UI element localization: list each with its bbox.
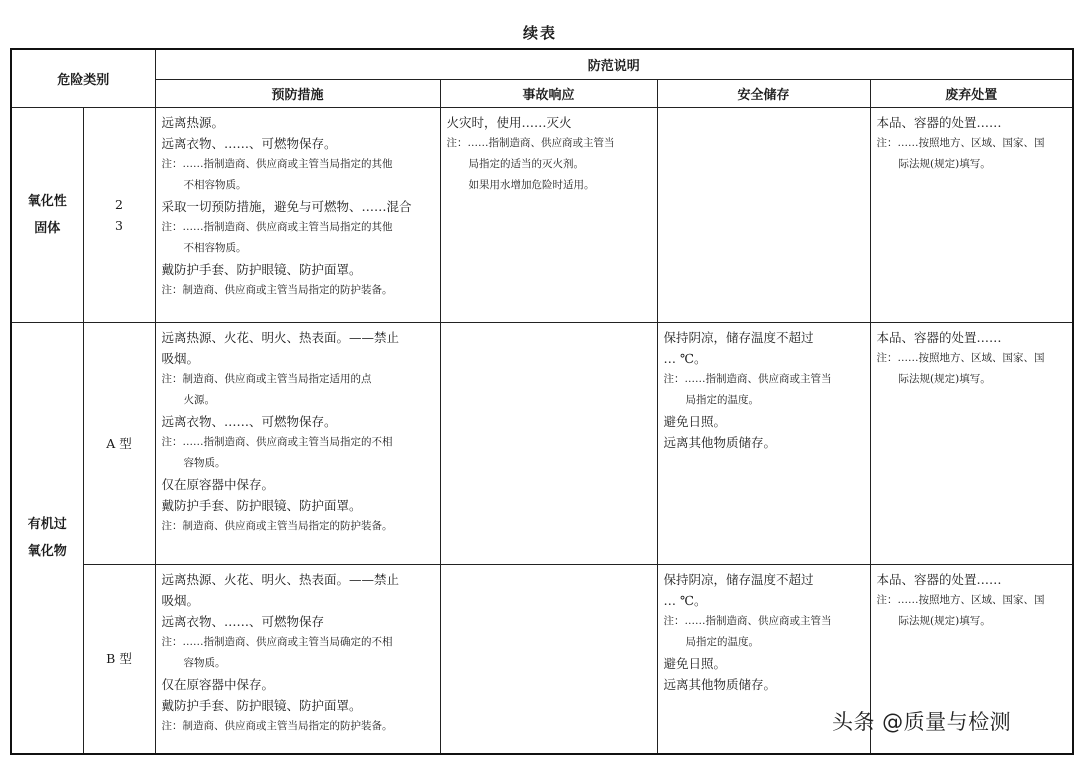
prevention-text: 远离热源、火花、明火、热表面。——禁止 (161, 329, 400, 345)
subcategory-type-b (83, 564, 155, 754)
prevention-text: 远离衣物、……、可燃物保存。 (161, 135, 337, 151)
category-text: 氧化物 (27, 543, 67, 559)
category-text: 有机过 (27, 516, 67, 532)
storage-text: 避免日照。 (663, 655, 727, 671)
storage-note: 注：……指制造商、供应商或主管当 (663, 614, 832, 627)
header-response: 事故响应 (440, 79, 657, 107)
prevention-text: 戴防护手套、防护眼镜、防护面罩。 (161, 497, 362, 513)
disposal-note: 注：……按照地方、区域、国家、国 (876, 593, 1045, 606)
storage-text: 保持阴凉，储存温度不超过 (663, 329, 814, 345)
prevention-note: 注：制造商、供应商或主管当局指定适用的点 (161, 372, 372, 385)
storage-note: 局指定的温度。 (685, 393, 760, 406)
prevention-note: 注：制造商、供应商或主管当局指定的防护装备。 (161, 719, 393, 732)
prevention-text: 戴防护手套、防护眼镜、防护面罩。 (161, 697, 362, 713)
type-a-storage-cell (657, 322, 870, 564)
prevention-text: 远离衣物、……、可燃物保存 (161, 613, 325, 629)
disposal-note: 注：……按照地方、区域、国家、国 (876, 351, 1045, 364)
type-b-response-cell (440, 564, 657, 754)
prevention-text: 远离热源。 (161, 114, 225, 130)
source-watermark: 头条 @质量与检测 (832, 710, 1012, 734)
response-note: 局指定的适当的灭火剂。 (468, 157, 585, 170)
disposal-note: 际法规(规定)填写。 (898, 372, 991, 385)
storage-note: 注：……指制造商、供应商或主管当 (663, 372, 832, 385)
prevention-note: 火源。 (183, 393, 216, 406)
table-row (11, 107, 1073, 322)
response-text: 火灾时，使用……灭火 (446, 114, 572, 130)
prevention-text: 吸烟。 (161, 592, 200, 608)
subcategory-2-3 (83, 107, 155, 322)
subcategory-text: 2 (115, 196, 123, 212)
type-a-response-cell (440, 322, 657, 564)
disposal-text: 本品、容器的处置…… (876, 571, 1002, 587)
subcategory-text: 3 (115, 217, 123, 233)
header-precaution-statement: 防范说明 (155, 49, 1073, 79)
prevention-note: 不相容物质。 (183, 241, 247, 254)
category-organic-peroxide (11, 322, 83, 754)
storage-note: 局指定的温度。 (685, 635, 760, 648)
prevention-text: 吸烟。 (161, 350, 200, 366)
type-b-prevention-cell (155, 564, 440, 754)
type-a-disposal-cell (870, 322, 1073, 564)
subcategory-text: A 型 (106, 435, 132, 451)
response-note: 如果用水增加危险时适用。 (468, 178, 595, 191)
table-caption: 续表 (522, 24, 557, 42)
subcategory-text: B 型 (106, 651, 132, 667)
prevention-text: 戴防护手套、防护眼镜、防护面罩。 (161, 261, 362, 277)
prevention-text: 仅在原容器中保存。 (161, 476, 275, 492)
storage-text: 保持阴凉，储存温度不超过 (663, 571, 814, 587)
prevention-note: 容物质。 (183, 456, 226, 469)
prevention-text: 采取一切预防措施，避免与可燃物、……混合 (161, 198, 412, 214)
disposal-note: 注：……按照地方、区域、国家、国 (876, 136, 1045, 149)
header-prevention: 预防措施 (155, 79, 440, 107)
prevention-text: 远离热源、火花、明火、热表面。——禁止 (161, 571, 400, 587)
prevention-note: 不相容物质。 (183, 178, 247, 191)
storage-text: … ℃。 (663, 592, 707, 608)
prevention-note: 注：……指制造商、供应商或主管当局指定的不相 (161, 435, 393, 448)
prevention-text: 远离衣物、……、可燃物保存。 (161, 413, 337, 429)
header-disposal: 废弃处置 (870, 79, 1073, 107)
oxidizing-response-cell (440, 107, 657, 322)
header-storage: 安全储存 (657, 79, 870, 107)
disposal-note: 际法规(规定)填写。 (898, 157, 991, 170)
header-hazard-category: 危险类别 (11, 49, 155, 107)
category-oxidizing-solid (11, 107, 83, 322)
oxidizing-storage-cell (657, 107, 870, 322)
oxidizing-prevention-cell (155, 107, 440, 322)
storage-text: 避免日照。 (663, 413, 727, 429)
subcategory-type-a (83, 322, 155, 564)
prevention-note: 容物质。 (183, 656, 226, 669)
category-text: 氧化性 (27, 193, 67, 209)
type-a-prevention-cell (155, 322, 440, 564)
disposal-note: 际法规(规定)填写。 (898, 614, 991, 627)
disposal-text: 本品、容器的处置…… (876, 114, 1002, 130)
prevention-note: 注：……指制造商、供应商或主管当局指定的其他 (161, 157, 393, 170)
storage-text: … ℃。 (663, 350, 707, 366)
response-note: 注：……指制造商、供应商或主管当 (446, 136, 615, 149)
storage-text: 远离其他物质储存。 (663, 434, 777, 450)
prevention-text: 仅在原容器中保存。 (161, 676, 275, 692)
prevention-note: 注：制造商、供应商或主管当局指定的防护装备。 (161, 519, 393, 532)
storage-text: 远离其他物质储存。 (663, 676, 777, 692)
category-text: 固体 (34, 220, 61, 236)
disposal-text: 本品、容器的处置…… (876, 329, 1002, 345)
oxidizing-disposal-cell (870, 107, 1073, 322)
prevention-note: 注：……指制造商、供应商或主管当局指定的其他 (161, 220, 393, 233)
table-row (11, 322, 1073, 564)
hazard-precaution-table (10, 48, 1074, 755)
prevention-note: 注：……指制造商、供应商或主管当局确定的不相 (161, 635, 393, 648)
prevention-note: 注：制造商、供应商或主管当局指定的防护装备。 (161, 283, 393, 296)
